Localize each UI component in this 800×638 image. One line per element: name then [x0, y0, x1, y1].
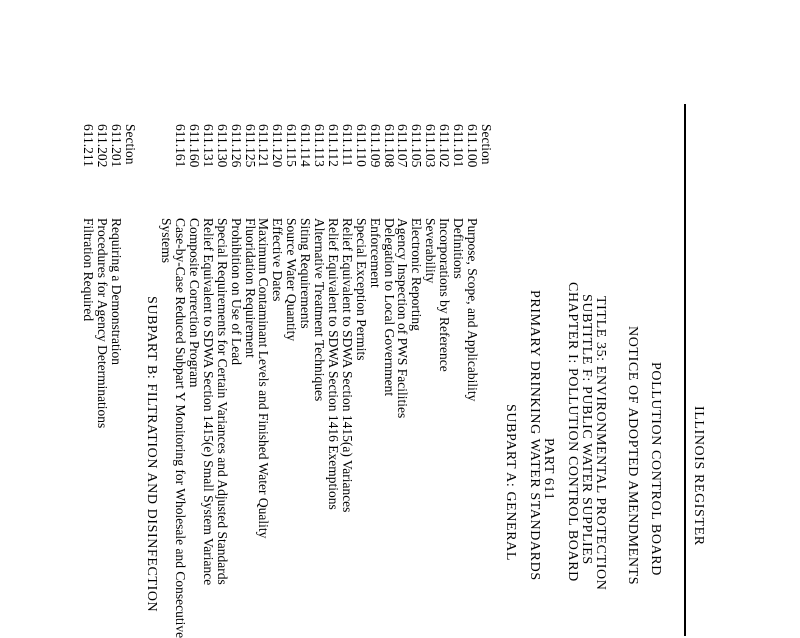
section-title: Prohibition on Use of Lead — [228, 218, 244, 365]
section-title: Definitions — [451, 218, 467, 279]
section-number: 611.109 — [367, 124, 383, 168]
section-number: 611.131 — [200, 124, 216, 168]
section-title: Relief Equivalent to SDWA Section 1416 Exemptions — [326, 218, 341, 510]
section-title: Relief Equivalent to SDWA Section 1415(e) Small System Variance — [200, 218, 216, 586]
section-title: Case-by-Case Reduced Subpart Y Monitoring for Wholesale and Consecutive — [173, 218, 189, 638]
section-title: Special Exception Permits — [353, 218, 369, 361]
section-number: 611.115 — [284, 124, 300, 167]
section-number: 611.103 — [423, 124, 439, 168]
section-number: 611.114 — [298, 124, 314, 167]
part-title: PRIMARY DRINKING WATER STANDARDS — [527, 290, 542, 581]
section-title: Source Water Quantity — [284, 218, 300, 342]
section-number: 611.111 — [339, 124, 355, 167]
section-title: Alternative Treatment Techniques — [312, 218, 328, 402]
section-title: Maximum Contaminant Levels and Finished Water Quality — [256, 218, 272, 539]
section-title: Filtration Required — [81, 218, 97, 322]
section-title: Severability — [423, 218, 439, 284]
chapter-line: CHAPTER I: POLLUTION CONTROL BOARD — [565, 282, 580, 582]
section-label-a: Section — [479, 124, 494, 165]
section-title: Incorporations by Reference — [437, 218, 453, 372]
section-number: 611.202 — [95, 124, 111, 168]
section-title: Relief Equivalent to SDWA Section 1415(a) Variances — [339, 218, 355, 513]
section-number: 611.110 — [353, 124, 369, 167]
section-number: 611.112 — [326, 124, 341, 167]
section-title: Agency Inspection of PWS Facilities — [395, 218, 411, 419]
section-number: 611.105 — [409, 124, 425, 168]
section-number: 611.108 — [381, 124, 397, 168]
section-title: Purpose, Scope, and Applicability — [465, 218, 480, 402]
section-title: Electronic Reporting — [409, 218, 425, 331]
section-number: 611.102 — [437, 124, 453, 168]
board-name: POLLUTION CONTROL BOARD — [648, 362, 663, 576]
section-title: Enforcement — [367, 218, 383, 288]
section-number: 611.121 — [256, 124, 272, 168]
title-line: TITLE 35: ENVIRONMENTAL PROTECTION — [593, 296, 608, 591]
section-title: Procedures for Agency Determinations — [95, 218, 111, 429]
section-number: 611.126 — [228, 124, 244, 168]
section-title: Requiring a Demonstration — [109, 218, 124, 365]
section-number: 611.100 — [465, 124, 480, 168]
section-number: 611.125 — [242, 124, 258, 168]
notice-title: NOTICE OF ADOPTED AMENDMENTS — [625, 326, 640, 586]
part-line: PART 611 — [541, 438, 556, 501]
header-rule — [684, 104, 686, 636]
section-number: 611.130 — [214, 124, 230, 168]
section-number: 611.101 — [451, 124, 467, 168]
section-number: 611.120 — [270, 124, 286, 168]
section-number: 611.201 — [109, 124, 124, 168]
section-title: Systems — [159, 218, 175, 264]
section-number: 611.160 — [187, 124, 202, 168]
section-title: Siting Requirements — [298, 218, 314, 329]
section-number: 611.211 — [81, 124, 97, 167]
register-header: ILLINOIS REGISTER — [691, 406, 706, 546]
subtitle-line: SUBTITLE F: PUBLIC WATER SUPPLIES — [579, 294, 594, 565]
section-title: Special Requirements for Certain Variances and Adjusted Standards — [214, 218, 230, 585]
subpart-a-heading: SUBPART A: GENERAL — [503, 404, 518, 561]
section-title: Fluoridation Requirement — [242, 218, 258, 358]
section-number: 611.113 — [312, 124, 328, 167]
section-number: 611.161 — [173, 124, 189, 168]
section-number: 611.107 — [395, 124, 411, 168]
section-title: Composite Correction Program — [187, 218, 202, 388]
section-title: Effective Dates — [270, 218, 286, 302]
subpart-b-heading: SUBPART B: FILTRATION AND DISINFECTION — [144, 296, 159, 613]
section-title: Delegation to Local Government — [381, 218, 397, 397]
section-label-b: Section — [123, 124, 138, 165]
